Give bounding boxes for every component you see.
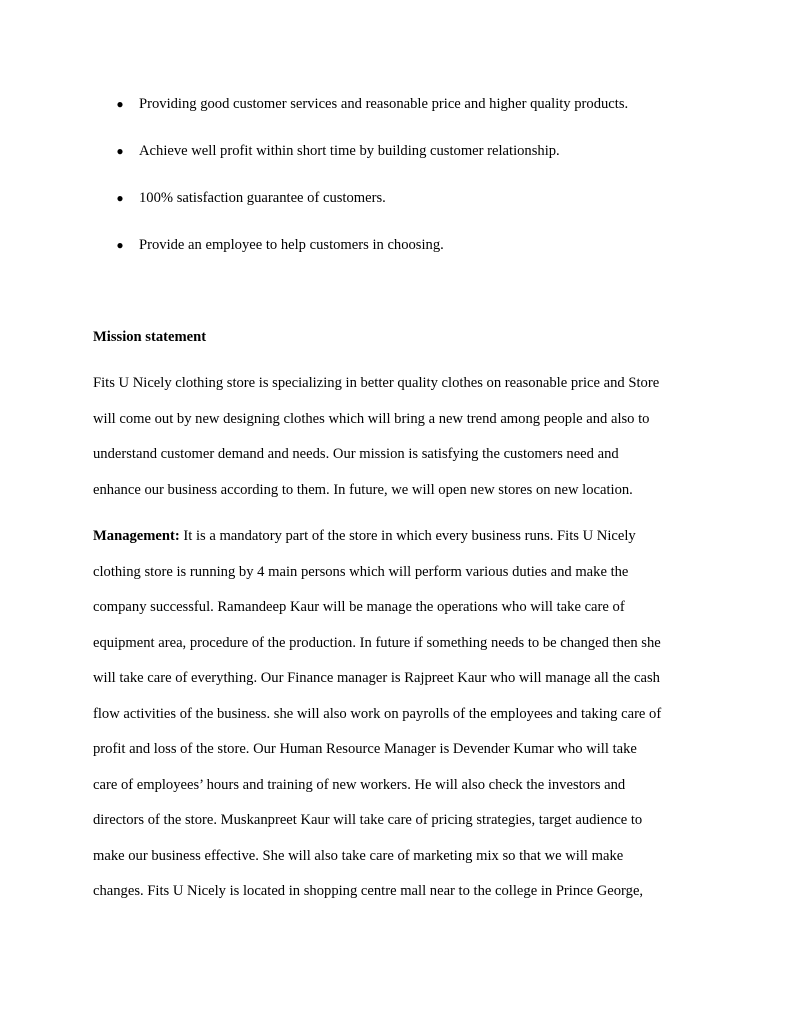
paragraph-line: directors of the store. Muskanpreet Kaur will take care of pricing strategies, target audience to [93, 812, 643, 828]
bullet-icon: ● [116, 238, 124, 252]
paragraph-line: profit and loss of the store. Our Human Resource Manager is Devender Kumar who will take [93, 741, 637, 757]
paragraph-line: changes. Fits U Nicely is located in shopping centre mall near to the college in Prince George, [93, 883, 644, 899]
paragraph-line: company successful. Ramandeep Kaur will be manage the operations who will take care of [93, 599, 625, 615]
bullet-icon: ● [116, 191, 124, 205]
paragraph-line: make our business effective. She will also take care of marketing mix so that we will make [93, 847, 624, 864]
list-item [0, 92, 791, 139]
list-item [0, 186, 791, 233]
management-first-line: It is a mandatory part of the store in which every business runs. Fits U Nicely [179, 528, 636, 544]
paragraph-line [93, 524, 713, 560]
paragraph-line: clothing store is running by 4 main persons which will perform various duties and make the [93, 563, 629, 580]
list-item-text: Providing good customer services and reasonable price and higher quality products. [139, 96, 629, 112]
paragraph-line: flow activities of the business. she will also work on payrolls of the employees and taking care of [93, 705, 662, 722]
mission-paragraph [93, 371, 713, 513]
mission-heading: Mission statement [93, 329, 207, 345]
list-item-text: 100% satisfaction guarantee of customers. [139, 190, 386, 206]
list-item-text: Provide an employee to help customers in choosing. [139, 237, 444, 253]
management-paragraph [93, 524, 713, 915]
list-item [0, 139, 791, 186]
paragraph-line: equipment area, procedure of the production. In future if something needs to be changed then she [93, 634, 661, 651]
management-lead: Management: [93, 528, 180, 544]
bullet-icon: ● [116, 144, 124, 158]
objectives-list [0, 92, 791, 280]
paragraph-line: care of employees’ hours and training of new workers. He will also check the investors and [93, 776, 626, 793]
list-item [0, 233, 791, 280]
paragraph-line: enhance our business according to them. In future, we will open new stores on new location. [93, 481, 633, 498]
paragraph-line: will come out by new designing clothes which will bring a new trend among people and also to [93, 410, 650, 427]
paragraph-line: will take care of everything. Our Finance manager is Rajpreet Kaur who will manage all the cash [93, 670, 660, 686]
list-item-text: Achieve well profit within short time by building customer relationship. [139, 143, 560, 159]
paragraph-line: Fits U Nicely clothing store is specializing in better quality clothes on reasonable price and Store [93, 375, 660, 391]
paragraph-line: understand customer demand and needs. Our mission is satisfying the customers need and [93, 446, 619, 462]
bullet-icon: ● [116, 97, 124, 111]
